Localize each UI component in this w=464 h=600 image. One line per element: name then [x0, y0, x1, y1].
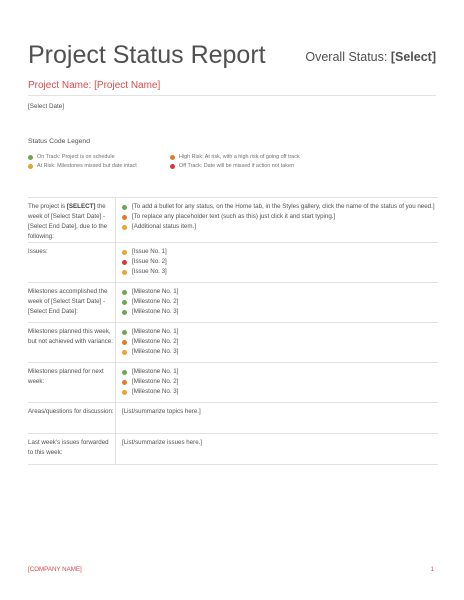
- list-item[interactable]: [To replace any placeholder text (such as this) just click it and start typing.]: [122, 212, 438, 222]
- overall-status: [305, 50, 436, 64]
- table-row-issues: [28, 243, 438, 283]
- off-track-dot-icon: [170, 164, 175, 169]
- legend-label: On Track: Project is on schedule: [37, 154, 115, 160]
- at-risk-dot-icon: [122, 390, 127, 395]
- milestones-accomplished-content: [116, 283, 438, 322]
- on-track-dot-icon: [122, 370, 127, 375]
- legend-item-at-risk: [28, 163, 137, 169]
- table-row-milestones-next: [28, 363, 438, 403]
- milestones-next-label: Milestones planned for next week:: [28, 368, 104, 385]
- on-track-dot-icon: [28, 155, 33, 160]
- legend-title: Status Code Legend: [28, 138, 90, 145]
- on-track-dot-icon: [122, 330, 127, 335]
- table-row-summary: [28, 197, 438, 243]
- project-name[interactable]: Project Name: [Project Name]: [28, 80, 161, 91]
- overall-status-label: Overall Status:: [305, 50, 388, 64]
- milestones-accomplished-label: Milestones accomplished the week of [Select Start Date] - [Select End Date]:: [28, 288, 108, 315]
- header-divider: [28, 95, 436, 96]
- legend-item-on-track: [28, 154, 115, 160]
- legend-item-high-risk: [170, 154, 300, 160]
- list-item[interactable]: [Issue No. 2]: [122, 257, 438, 267]
- overall-status-select[interactable]: [Select]: [390, 50, 436, 64]
- at-risk-dot-icon: [122, 350, 127, 355]
- page-number: 1: [430, 566, 434, 573]
- on-track-dot-icon: [122, 205, 127, 210]
- summary-status-select[interactable]: [SELECT]: [66, 203, 96, 210]
- milestones-next-content: [116, 363, 438, 402]
- milestones-missed-content: [116, 323, 438, 362]
- table-row-milestones-missed: [28, 323, 438, 363]
- table-row-milestones-accomplished: [28, 283, 438, 323]
- legend-label: At Risk: Milestones missed but date intact: [37, 163, 137, 169]
- on-track-dot-icon: [122, 310, 127, 315]
- summary-content: [116, 198, 438, 242]
- high-risk-dot-icon: [122, 380, 127, 385]
- issues-label: Issues:: [28, 248, 48, 255]
- list-item[interactable]: [Issue No. 1]: [122, 247, 438, 257]
- high-risk-dot-icon: [122, 340, 127, 345]
- list-item[interactable]: [Issue No. 3]: [122, 267, 438, 277]
- table-row-areas: [28, 403, 438, 434]
- at-risk-dot-icon: [122, 225, 127, 230]
- table-row-last-week: [28, 434, 438, 465]
- list-item[interactable]: [Milestone No. 3]: [122, 347, 438, 357]
- list-item[interactable]: [Milestone No. 3]: [122, 307, 438, 317]
- at-risk-dot-icon: [122, 270, 127, 275]
- milestones-missed-label: Milestones planned this week, but not achieved with variance:: [28, 328, 113, 345]
- list-item[interactable]: [Milestone No. 1]: [122, 287, 438, 297]
- at-risk-dot-icon: [28, 164, 33, 169]
- footer-company-name[interactable]: [COMPANY NAME]: [28, 566, 82, 573]
- last-week-content[interactable]: [List/summarize issues here.]: [122, 439, 203, 446]
- list-item[interactable]: [Milestone No. 1]: [122, 367, 438, 377]
- list-item[interactable]: [Milestone No. 2]: [122, 377, 438, 387]
- list-item[interactable]: [To add a bullet for any status, on the Home tab, in the Styles gallery, click the name of the status of you need.]: [122, 202, 438, 212]
- list-item[interactable]: [Additional status item.]: [122, 222, 438, 232]
- list-item[interactable]: [Milestone No. 2]: [122, 337, 438, 347]
- high-risk-dot-icon: [170, 155, 175, 160]
- off-track-dot-icon: [122, 260, 127, 265]
- list-item[interactable]: [Milestone No. 3]: [122, 387, 438, 397]
- on-track-dot-icon: [122, 300, 127, 305]
- areas-label: Areas/questions for discussion:: [28, 408, 114, 415]
- summary-label: The project is [SELECT] the week of [Select Start Date] - [Select End Date], due to the following:: [28, 203, 108, 240]
- status-table: [28, 197, 438, 465]
- list-item[interactable]: [Milestone No. 1]: [122, 327, 438, 337]
- at-risk-dot-icon: [122, 250, 127, 255]
- legend-label: High Risk: At risk, with a high risk of going off track: [179, 154, 300, 160]
- legend-item-off-track: [170, 163, 294, 169]
- page-title: Project Status Report: [28, 41, 266, 69]
- last-week-label: Last week's issues forwarded to this week:: [28, 439, 109, 456]
- issues-content: [116, 243, 438, 282]
- report-date[interactable]: [Select Date]: [28, 103, 65, 110]
- legend-label: Off Track: Date will be missed if action not taken: [179, 163, 294, 169]
- on-track-dot-icon: [122, 290, 127, 295]
- high-risk-dot-icon: [122, 215, 127, 220]
- list-item[interactable]: [Milestone No. 2]: [122, 297, 438, 307]
- areas-content[interactable]: [List/summarize topics here.]: [122, 408, 201, 415]
